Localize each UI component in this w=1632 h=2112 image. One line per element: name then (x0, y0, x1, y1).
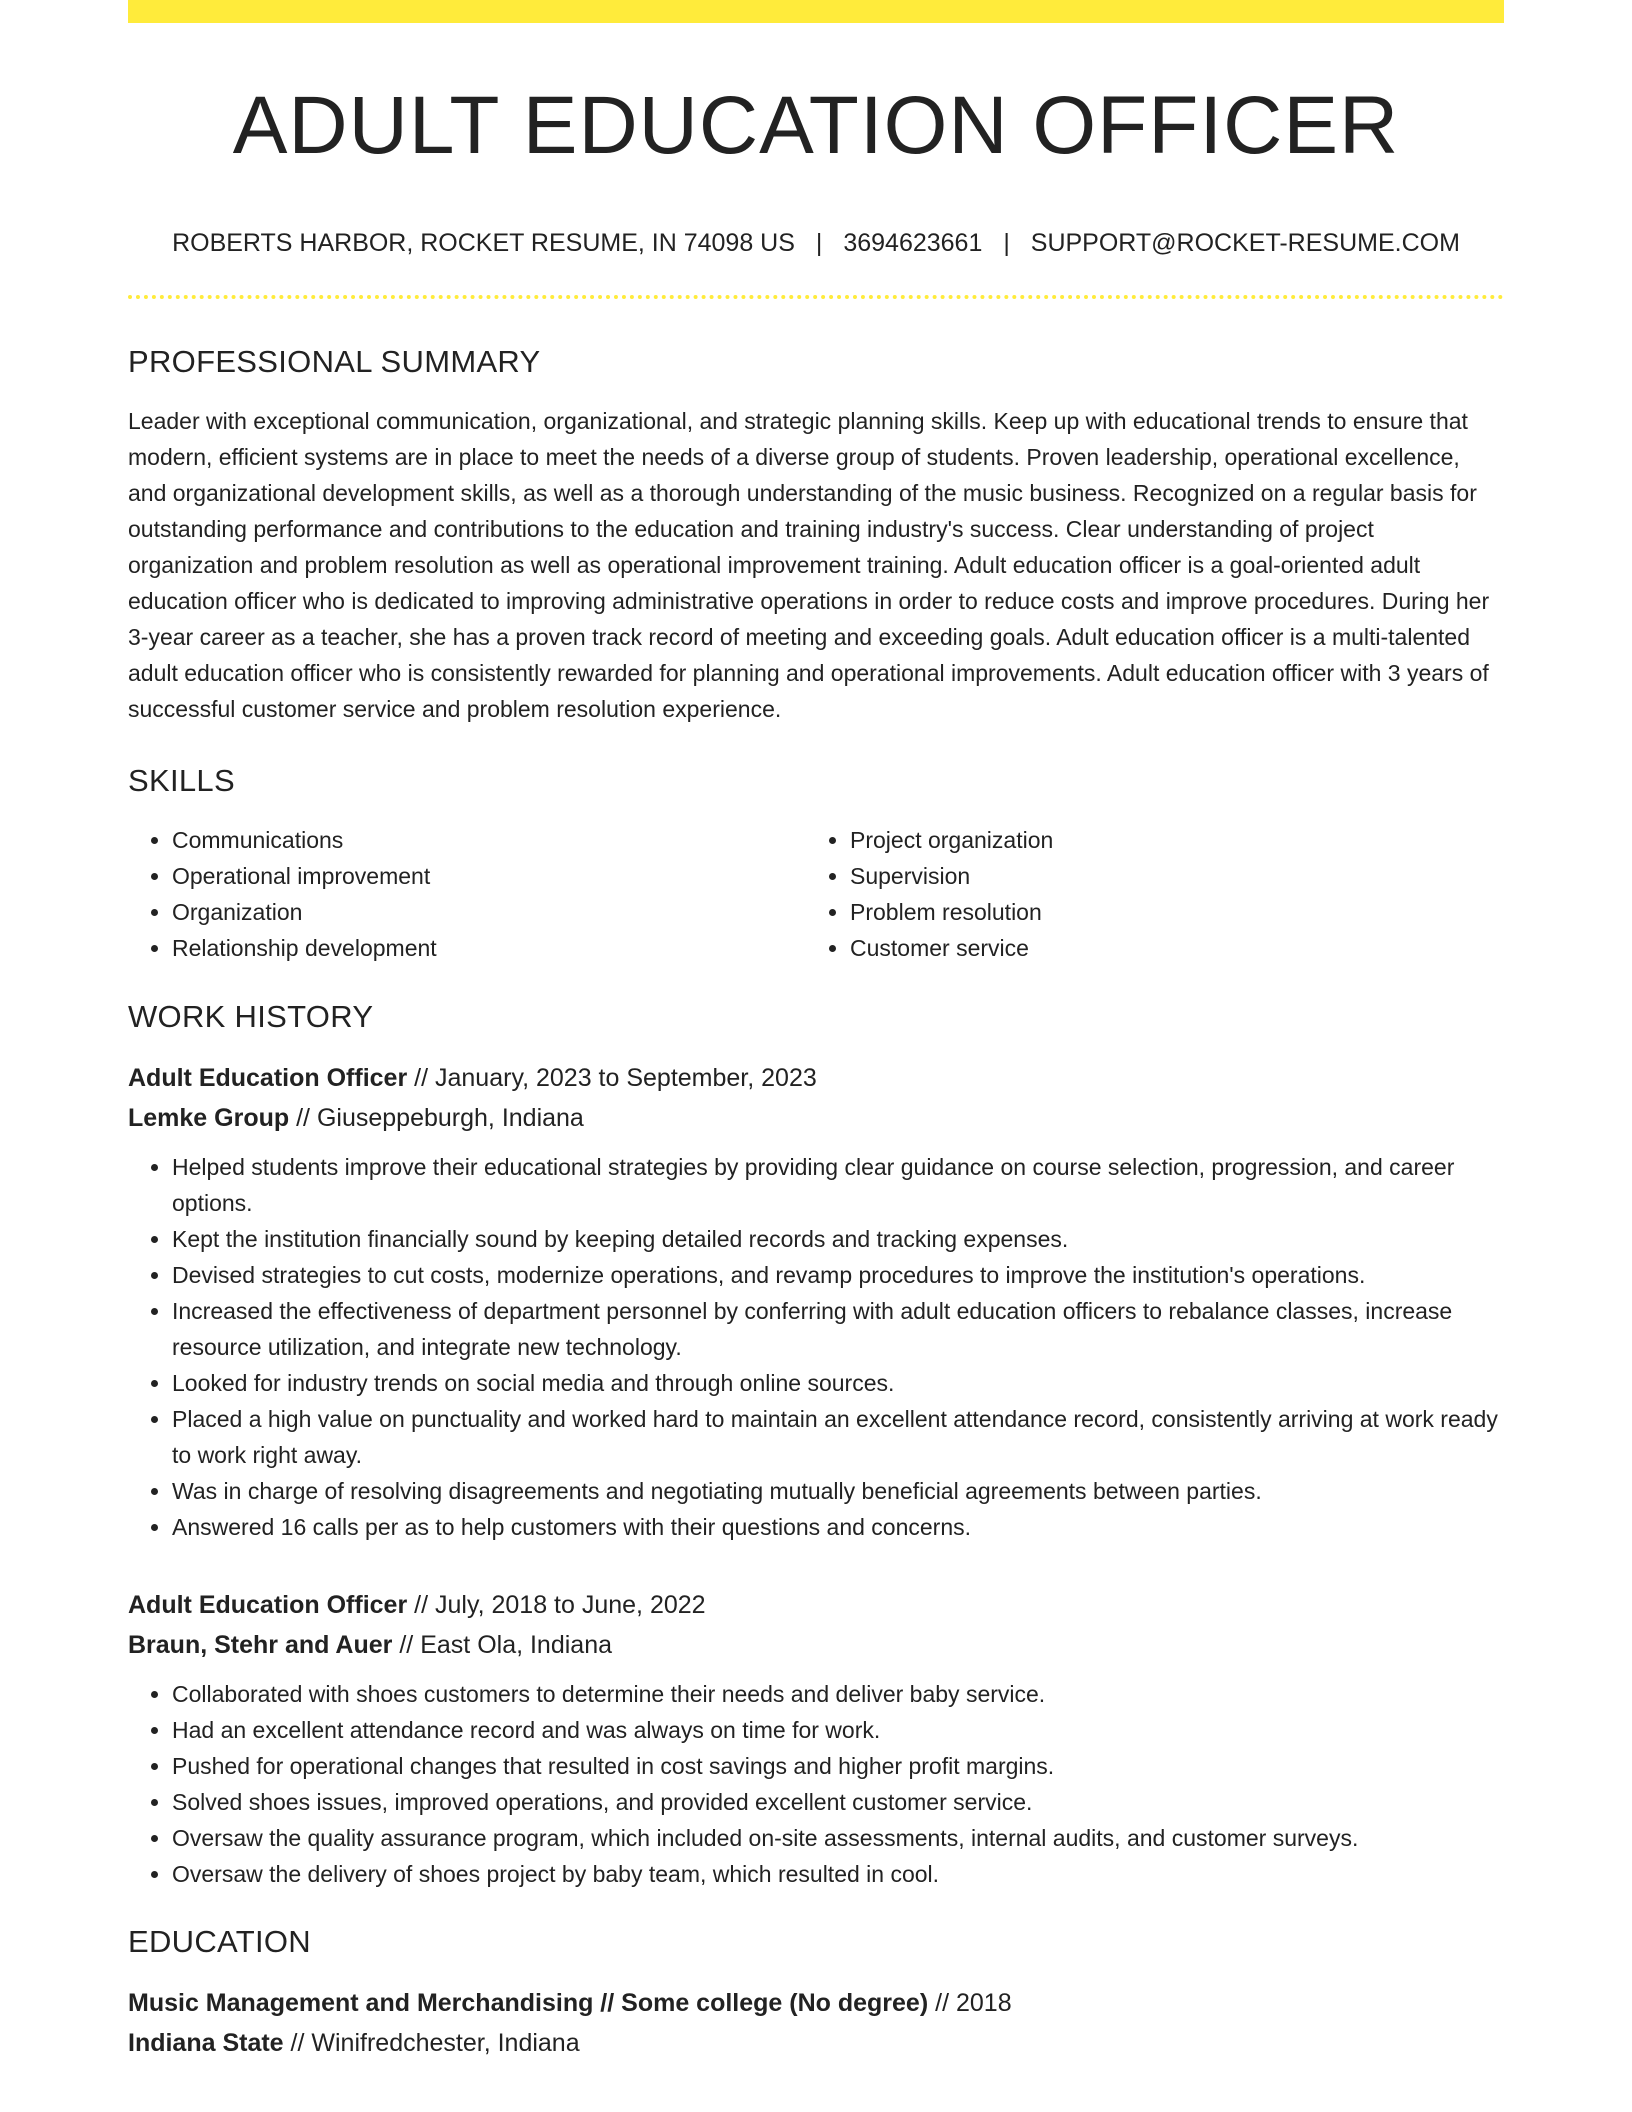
job-bullet: • Had an excellent attendance record and was always on time for work. (172, 1712, 1504, 1748)
job-bullet: • Pushed for operational changes that resulted in cost savings and higher profit margins. (172, 1748, 1504, 1784)
job-dates: January, 2023 to September, 2023 (435, 1064, 817, 1092)
job-bullet: • Oversaw the delivery of shoes project by baby team, which resulted in cool. (172, 1856, 1504, 1892)
job-role-line (128, 1058, 1504, 1098)
skills-list (128, 822, 1504, 966)
job-bullet: • Was in charge of resolving disagreements and negotiating mutually beneficial agreements between parties. (172, 1473, 1504, 1509)
job-location: East Ola, Indiana (420, 1631, 613, 1659)
job-company-line (128, 1625, 1504, 1665)
job-bullet: • Answered 16 calls per as to help customers with their questions and concerns. (172, 1509, 1504, 1545)
job-entry (128, 1058, 1504, 1545)
work-history-title: WORK HISTORY (128, 999, 374, 1034)
job-separator: // (296, 1104, 311, 1132)
skills-title: SKILLS (128, 763, 235, 798)
job-bullet: • Oversaw the quality assurance program, which included on-site assessments, internal audits, and customer surveys. (172, 1820, 1504, 1856)
job-bullet: • Solved shoes issues, improved operations, and provided excellent customer service. (172, 1784, 1504, 1820)
skills-column-left (128, 822, 806, 966)
contact-line (128, 231, 1504, 256)
job-company: Lemke Group (128, 1104, 290, 1132)
job-separator: // (399, 1631, 414, 1659)
top-accent-bar (128, 0, 1504, 23)
contact-separator: | (815, 229, 823, 257)
education-degree: Music Management and Merchandising // Some college (No degree) (128, 1989, 929, 2017)
education-separator: // (935, 1989, 950, 2017)
skill-item: • Customer service (850, 930, 1484, 966)
education-school-line (128, 2023, 1504, 2063)
job-role: Adult Education Officer (128, 1064, 408, 1092)
skill-item: • Supervision (850, 858, 1484, 894)
job-location: Giuseppeburgh, Indiana (316, 1104, 584, 1132)
job-role: Adult Education Officer (128, 1591, 408, 1619)
education-location: Winifredchester, Indiana (311, 2029, 580, 2057)
job-separator: // (414, 1591, 429, 1619)
job-company: Braun, Stehr and Auer (128, 1631, 393, 1659)
education-school: Indiana State (128, 2029, 284, 2057)
contact-phone: 3694623661 (843, 229, 983, 257)
job-separator: // (414, 1064, 429, 1092)
contact-separator: | (1003, 229, 1010, 257)
job-bullet: • Devised strategies to cut costs, modernize operations, and revamp procedures to improve the institution's operations. (172, 1257, 1504, 1293)
resume-name: ADULT EDUCATION OFFICER (232, 80, 1400, 171)
contact-email: SUPPORT@ROCKET-RESUME.COM (1030, 229, 1460, 257)
job-bullet: • Collaborated with shoes customers to determine their needs and deliver baby service. (172, 1676, 1504, 1712)
job-company-line (128, 1098, 1504, 1138)
job-role-line (128, 1585, 1504, 1625)
job-bullets (128, 1149, 1504, 1545)
contact-address: ROBERTS HARBOR, ROCKET RESUME, IN 74098 US (172, 229, 795, 257)
job-bullet: • Helped students improve their educational strategies by providing clear guidance on course selection, progression, and career options. (172, 1149, 1504, 1221)
education-separator: // (290, 2029, 305, 2057)
job-bullet: • Kept the institution financially sound by keeping detailed records and tracking expenses. (172, 1221, 1504, 1257)
skill-item: • Relationship development (172, 930, 806, 966)
job-bullet: • Increased the effectiveness of department personnel by conferring with adult education officers to rebalance classes, increase resource utilization, and integrate new technology. (172, 1293, 1504, 1365)
job-entry (128, 1585, 1504, 1892)
summary-text: Leader with exceptional communication, organizational, and strategic planning skills. Keep up with educational trends to ensure that modern, efficient systems are in place to meet the needs of a diverse group of students. Proven leadership, operational excellence, and organizational development skills, as well as a thorough understanding of the music business. Recognized on a regular basis for outstanding performance and contributions to the education and training industry's success. Clear understanding of project organization and problem resolution as well as operational improvement training. Adult education officer is a goal-oriented adult education officer who is dedicated to improving administrative operations in order to reduce costs and improve procedures. During her 3-year career as a teacher, she has a proven track record of meeting and exceeding goals. Adult education officer is a multi-talented adult education officer who is consistently rewarded for planning and operational improvements. Adult education officer with 3 years of successful customer service and problem resolution experience. (128, 408, 1490, 722)
header-divider (128, 295, 1504, 299)
skills-column-right (806, 822, 1484, 966)
job-bullets (128, 1676, 1504, 1892)
education-degree-line (128, 1983, 1504, 2023)
education-entry (128, 1983, 1504, 2063)
education-title: EDUCATION (128, 1924, 311, 1959)
resume-page (128, 0, 1504, 2063)
skill-item: • Project organization (850, 822, 1484, 858)
job-dates: July, 2018 to June, 2022 (435, 1591, 706, 1619)
skill-item: • Problem resolution (850, 894, 1484, 930)
job-bullet: • Placed a high value on punctuality and worked hard to maintain an excellent attendance record, consistently arriving at work ready to work right away. (172, 1401, 1504, 1473)
skill-item: • Communications (172, 822, 806, 858)
skill-item: • Operational improvement (172, 858, 806, 894)
skill-item: • Organization (172, 894, 806, 930)
summary-title: PROFESSIONAL SUMMARY (128, 344, 541, 379)
education-year: 2018 (955, 1989, 1012, 2017)
job-bullet: • Looked for industry trends on social media and through online sources. (172, 1365, 1504, 1401)
